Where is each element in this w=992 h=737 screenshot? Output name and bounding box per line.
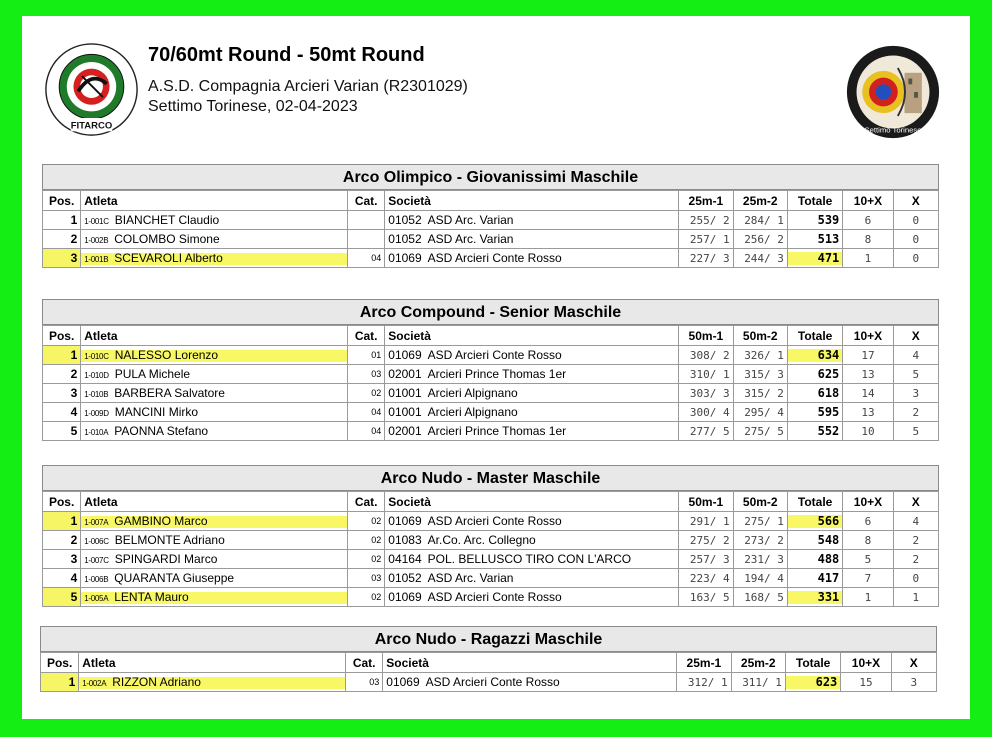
total-cell: 623 <box>785 673 840 692</box>
athlete-name: NALESSO Lorenzo <box>114 348 219 362</box>
column-header-tenx: 10+X <box>843 492 893 512</box>
distance-1-cell: 227/ 3 <box>679 249 733 268</box>
distance-1-cell: 310/ 1 <box>679 365 733 384</box>
distance-2-cell: 275/ 1 <box>733 512 787 531</box>
table-row <box>43 403 939 422</box>
society-name: Arcieri Prince Thomas 1er <box>427 424 567 438</box>
athlete-cell <box>81 512 348 531</box>
svg-text:Settimo Torinese: Settimo Torinese <box>864 125 922 135</box>
column-header-society: Società <box>383 653 677 673</box>
column-header-society: Società <box>385 326 679 346</box>
society-name: Arcieri Alpignano <box>427 405 518 419</box>
category-cell: 02 <box>348 531 385 550</box>
society-code: 01069 <box>388 251 422 265</box>
athlete-code: 1-001B <box>84 255 109 264</box>
position-cell: 3 <box>43 249 81 268</box>
society-code: 01001 <box>388 386 422 400</box>
column-header-society: Società <box>385 492 679 512</box>
column-header-d1: 25m-1 <box>679 191 733 211</box>
results-section <box>42 164 939 268</box>
athlete-code: 1-002B <box>84 236 109 245</box>
society-name: ASD Arc. Varian <box>427 213 514 227</box>
distance-1-cell: 257/ 1 <box>679 230 733 249</box>
athlete-code: 1-006B <box>84 575 109 584</box>
column-header-cat: Cat. <box>348 191 385 211</box>
table-header-row <box>43 326 939 346</box>
society-cell <box>385 588 679 607</box>
total-cell: 471 <box>787 249 842 268</box>
column-header-cat: Cat. <box>348 326 385 346</box>
category-cell: 02 <box>348 512 385 531</box>
table-row <box>43 211 939 230</box>
position-cell: 5 <box>43 422 81 441</box>
x-count-cell: 2 <box>893 550 938 569</box>
x-count-cell: 5 <box>893 365 938 384</box>
tens-x-cell: 17 <box>843 346 893 365</box>
column-header-x: X <box>893 191 938 211</box>
total-cell: 625 <box>787 365 842 384</box>
x-count-cell: 3 <box>891 673 936 692</box>
x-count-cell: 4 <box>893 346 938 365</box>
category-cell <box>348 230 385 249</box>
athlete-code: 1-005A <box>84 594 109 603</box>
column-header-pos: Pos. <box>43 326 81 346</box>
position-cell: 4 <box>43 403 81 422</box>
table-row <box>43 512 939 531</box>
tens-x-cell: 8 <box>843 230 893 249</box>
tens-x-cell: 1 <box>843 588 893 607</box>
table-row <box>43 384 939 403</box>
distance-1-cell: 275/ 2 <box>679 531 733 550</box>
total-cell: 566 <box>787 512 842 531</box>
x-count-cell: 0 <box>893 230 938 249</box>
results-table <box>40 652 937 692</box>
position-cell: 5 <box>43 588 81 607</box>
column-header-x: X <box>893 492 938 512</box>
athlete-cell <box>81 569 348 588</box>
total-cell: 488 <box>787 550 842 569</box>
distance-2-cell: 168/ 5 <box>733 588 787 607</box>
total-cell: 595 <box>787 403 842 422</box>
society-code: 02001 <box>388 367 422 381</box>
athlete-cell <box>81 365 348 384</box>
distance-2-cell: 284/ 1 <box>733 211 787 230</box>
distance-1-cell: 300/ 4 <box>679 403 733 422</box>
position-cell: 1 <box>43 512 81 531</box>
distance-2-cell: 315/ 2 <box>733 384 787 403</box>
column-header-x: X <box>893 326 938 346</box>
table-row <box>43 569 939 588</box>
society-name: Ar.Co. Arc. Collegno <box>427 533 536 547</box>
column-header-pos: Pos. <box>43 191 81 211</box>
society-cell <box>385 512 679 531</box>
results-table <box>42 491 939 607</box>
athlete-name: SCEVAROLI Alberto <box>114 251 223 265</box>
table-row <box>43 588 939 607</box>
total-cell: 552 <box>787 422 842 441</box>
distance-1-cell: 312/ 1 <box>677 673 731 692</box>
column-header-society: Società <box>385 191 679 211</box>
athlete-code: 1-007C <box>84 556 109 565</box>
svg-text:FITARCO: FITARCO <box>70 120 113 132</box>
athlete-name: SPINGARDI Marco <box>114 552 218 566</box>
column-header-pos: Pos. <box>43 492 81 512</box>
column-header-tenx: 10+X <box>843 191 893 211</box>
x-count-cell: 2 <box>893 403 938 422</box>
athlete-name: BIANCHET Claudio <box>114 213 220 227</box>
results-section <box>42 465 939 607</box>
column-header-athlete: Atleta <box>81 492 348 512</box>
position-cell: 2 <box>43 365 81 384</box>
distance-2-cell: 295/ 4 <box>733 403 787 422</box>
page-title: 70/60mt Round - 50mt Round <box>148 44 425 66</box>
position-cell: 2 <box>43 531 81 550</box>
x-count-cell: 0 <box>893 211 938 230</box>
society-code: 01069 <box>388 514 422 528</box>
results-section <box>42 299 939 441</box>
position-cell: 1 <box>43 211 81 230</box>
section-title: Arco Compound - Senior Maschile <box>42 299 939 325</box>
section-title: Arco Nudo - Ragazzi Maschile <box>40 626 937 652</box>
athlete-cell <box>79 673 346 692</box>
column-header-d1: 50m-1 <box>679 492 733 512</box>
athlete-code: 1-010A <box>84 428 109 437</box>
athlete-cell <box>81 550 348 569</box>
society-name: ASD Arcieri Conte Rosso <box>427 514 562 528</box>
athlete-name: BELMONTE Adriano <box>114 533 225 547</box>
column-header-cat: Cat. <box>346 653 383 673</box>
column-header-total: Totale <box>785 653 840 673</box>
category-cell: 03 <box>346 673 383 692</box>
society-code: 01069 <box>388 348 422 362</box>
total-cell: 618 <box>787 384 842 403</box>
column-header-d2: 50m-2 <box>733 326 787 346</box>
column-header-d2: 25m-2 <box>733 191 787 211</box>
society-cell <box>385 365 679 384</box>
society-cell <box>385 384 679 403</box>
table-row <box>43 249 939 268</box>
athlete-cell <box>81 588 348 607</box>
tens-x-cell: 13 <box>843 365 893 384</box>
athlete-name: LENTA Mauro <box>114 590 189 604</box>
athlete-code: 1-009D <box>84 409 109 418</box>
column-header-athlete: Atleta <box>81 326 348 346</box>
total-cell: 548 <box>787 531 842 550</box>
position-cell: 1 <box>43 346 81 365</box>
category-cell <box>348 211 385 230</box>
distance-2-cell: 326/ 1 <box>733 346 787 365</box>
table-row <box>43 531 939 550</box>
x-count-cell: 0 <box>893 569 938 588</box>
society-name: ASD Arcieri Conte Rosso <box>427 348 562 362</box>
distance-2-cell: 194/ 4 <box>733 569 787 588</box>
distance-1-cell: 277/ 5 <box>679 422 733 441</box>
society-code: 04164 <box>388 552 422 566</box>
category-cell: 03 <box>348 365 385 384</box>
society-code: 01069 <box>386 675 420 689</box>
club-name: A.S.D. Compagnia Arcieri Varian (R2301029) <box>148 78 468 95</box>
athlete-code: 1-001C <box>84 217 109 226</box>
tens-x-cell: 15 <box>841 673 891 692</box>
athlete-name: QUARANTA Giuseppe <box>114 571 235 585</box>
category-cell: 04 <box>348 403 385 422</box>
athlete-name: COLOMBO Simone <box>114 232 220 246</box>
society-cell <box>385 346 679 365</box>
distance-2-cell: 275/ 5 <box>733 422 787 441</box>
category-cell: 02 <box>348 588 385 607</box>
column-header-pos: Pos. <box>41 653 79 673</box>
distance-1-cell: 308/ 2 <box>679 346 733 365</box>
column-header-total: Totale <box>787 492 842 512</box>
society-cell <box>385 211 679 230</box>
society-name: ASD Arcieri Conte Rosso <box>427 590 562 604</box>
column-header-x: X <box>891 653 936 673</box>
athlete-name: PULA Michele <box>114 367 191 381</box>
total-cell: 513 <box>787 230 842 249</box>
tens-x-cell: 6 <box>843 211 893 230</box>
column-header-athlete: Atleta <box>79 653 346 673</box>
athlete-cell <box>81 422 348 441</box>
position-cell: 3 <box>43 550 81 569</box>
position-cell: 4 <box>43 569 81 588</box>
total-cell: 539 <box>787 211 842 230</box>
society-code: 01052 <box>388 571 422 585</box>
society-cell <box>385 550 679 569</box>
athlete-code: 1-006C <box>84 537 109 546</box>
column-header-athlete: Atleta <box>81 191 348 211</box>
table-row <box>43 422 939 441</box>
distance-1-cell: 303/ 3 <box>679 384 733 403</box>
distance-1-cell: 163/ 5 <box>679 588 733 607</box>
athlete-cell <box>81 249 348 268</box>
position-cell: 1 <box>41 673 79 692</box>
x-count-cell: 0 <box>893 249 938 268</box>
table-header-row <box>43 191 939 211</box>
tens-x-cell: 8 <box>843 531 893 550</box>
tens-x-cell: 14 <box>843 384 893 403</box>
society-name: ASD Arcieri Conte Rosso <box>427 251 562 265</box>
category-cell: 04 <box>348 249 385 268</box>
column-header-d2: 25m-2 <box>731 653 785 673</box>
varian-logo-icon <box>845 44 941 140</box>
total-cell: 417 <box>787 569 842 588</box>
athlete-name: MANCINI Mirko <box>114 405 199 419</box>
category-cell: 04 <box>348 422 385 441</box>
distance-1-cell: 257/ 3 <box>679 550 733 569</box>
tens-x-cell: 13 <box>843 403 893 422</box>
society-code: 01052 <box>388 213 422 227</box>
table-row <box>41 673 937 692</box>
distance-1-cell: 291/ 1 <box>679 512 733 531</box>
athlete-name: GAMBINO Marco <box>114 514 208 528</box>
total-cell: 331 <box>787 588 842 607</box>
athlete-name: PAONNA Stefano <box>114 424 209 438</box>
society-name: ASD Arc. Varian <box>427 232 514 246</box>
athlete-cell <box>81 403 348 422</box>
athlete-cell <box>81 211 348 230</box>
table-header-row <box>41 653 937 673</box>
society-cell <box>385 422 679 441</box>
column-header-tenx: 10+X <box>843 326 893 346</box>
x-count-cell: 2 <box>893 531 938 550</box>
column-header-d2: 50m-2 <box>733 492 787 512</box>
results-table <box>42 190 939 268</box>
athlete-code: 1-010C <box>84 352 109 361</box>
table-row <box>43 550 939 569</box>
tens-x-cell: 6 <box>843 512 893 531</box>
tens-x-cell: 1 <box>843 249 893 268</box>
column-header-cat: Cat. <box>348 492 385 512</box>
distance-1-cell: 223/ 4 <box>679 569 733 588</box>
fitarco-logo-icon <box>44 42 139 137</box>
athlete-code: 1-002A <box>82 679 107 688</box>
tens-x-cell: 7 <box>843 569 893 588</box>
society-name: ASD Arcieri Conte Rosso <box>425 675 560 689</box>
results-table <box>42 325 939 441</box>
results-section <box>40 626 937 692</box>
column-header-total: Totale <box>787 326 842 346</box>
athlete-code: 1-007A <box>84 518 109 527</box>
athlete-name: BARBERA Salvatore <box>114 386 225 400</box>
x-count-cell: 4 <box>893 512 938 531</box>
position-cell: 2 <box>43 230 81 249</box>
category-cell: 01 <box>348 346 385 365</box>
athlete-code: 1-010B <box>84 390 109 399</box>
x-count-cell: 5 <box>893 422 938 441</box>
table-row <box>43 230 939 249</box>
athlete-cell <box>81 230 348 249</box>
x-count-cell: 3 <box>893 384 938 403</box>
category-cell: 02 <box>348 550 385 569</box>
column-header-tenx: 10+X <box>841 653 891 673</box>
society-name: Arcieri Prince Thomas 1er <box>427 367 567 381</box>
society-name: Arcieri Alpignano <box>427 386 518 400</box>
society-code: 01083 <box>388 533 422 547</box>
position-cell: 3 <box>43 384 81 403</box>
society-code: 01052 <box>388 232 422 246</box>
column-header-d1: 50m-1 <box>679 326 733 346</box>
athlete-cell <box>81 346 348 365</box>
total-cell: 634 <box>787 346 842 365</box>
athlete-code: 1-010D <box>84 371 109 380</box>
table-row <box>43 365 939 384</box>
x-count-cell: 1 <box>893 588 938 607</box>
distance-2-cell: 256/ 2 <box>733 230 787 249</box>
category-cell: 03 <box>348 569 385 588</box>
place-date: Settimo Torinese, 02-04-2023 <box>148 98 358 115</box>
column-header-d1: 25m-1 <box>677 653 731 673</box>
distance-2-cell: 315/ 3 <box>733 365 787 384</box>
society-name: ASD Arc. Varian <box>427 571 514 585</box>
table-row <box>43 346 939 365</box>
distance-2-cell: 311/ 1 <box>731 673 785 692</box>
section-title: Arco Nudo - Master Maschile <box>42 465 939 491</box>
society-cell <box>385 569 679 588</box>
distance-2-cell: 231/ 3 <box>733 550 787 569</box>
table-header-row <box>43 492 939 512</box>
tens-x-cell: 10 <box>843 422 893 441</box>
section-title: Arco Olimpico - Giovanissimi Maschile <box>42 164 939 190</box>
society-code: 02001 <box>388 424 422 438</box>
distance-2-cell: 244/ 3 <box>733 249 787 268</box>
tens-x-cell: 5 <box>843 550 893 569</box>
distance-1-cell: 255/ 2 <box>679 211 733 230</box>
society-cell <box>385 531 679 550</box>
athlete-cell <box>81 384 348 403</box>
society-code: 01069 <box>388 590 422 604</box>
athlete-cell <box>81 531 348 550</box>
athlete-name: RIZZON Adriano <box>112 675 201 689</box>
society-cell <box>385 403 679 422</box>
society-name: POL. BELLUSCO TIRO CON L'ARCO <box>427 552 632 566</box>
society-cell <box>385 230 679 249</box>
column-header-total: Totale <box>787 191 842 211</box>
society-cell <box>383 673 677 692</box>
category-cell: 02 <box>348 384 385 403</box>
society-code: 01001 <box>388 405 422 419</box>
society-cell <box>385 249 679 268</box>
distance-2-cell: 273/ 2 <box>733 531 787 550</box>
